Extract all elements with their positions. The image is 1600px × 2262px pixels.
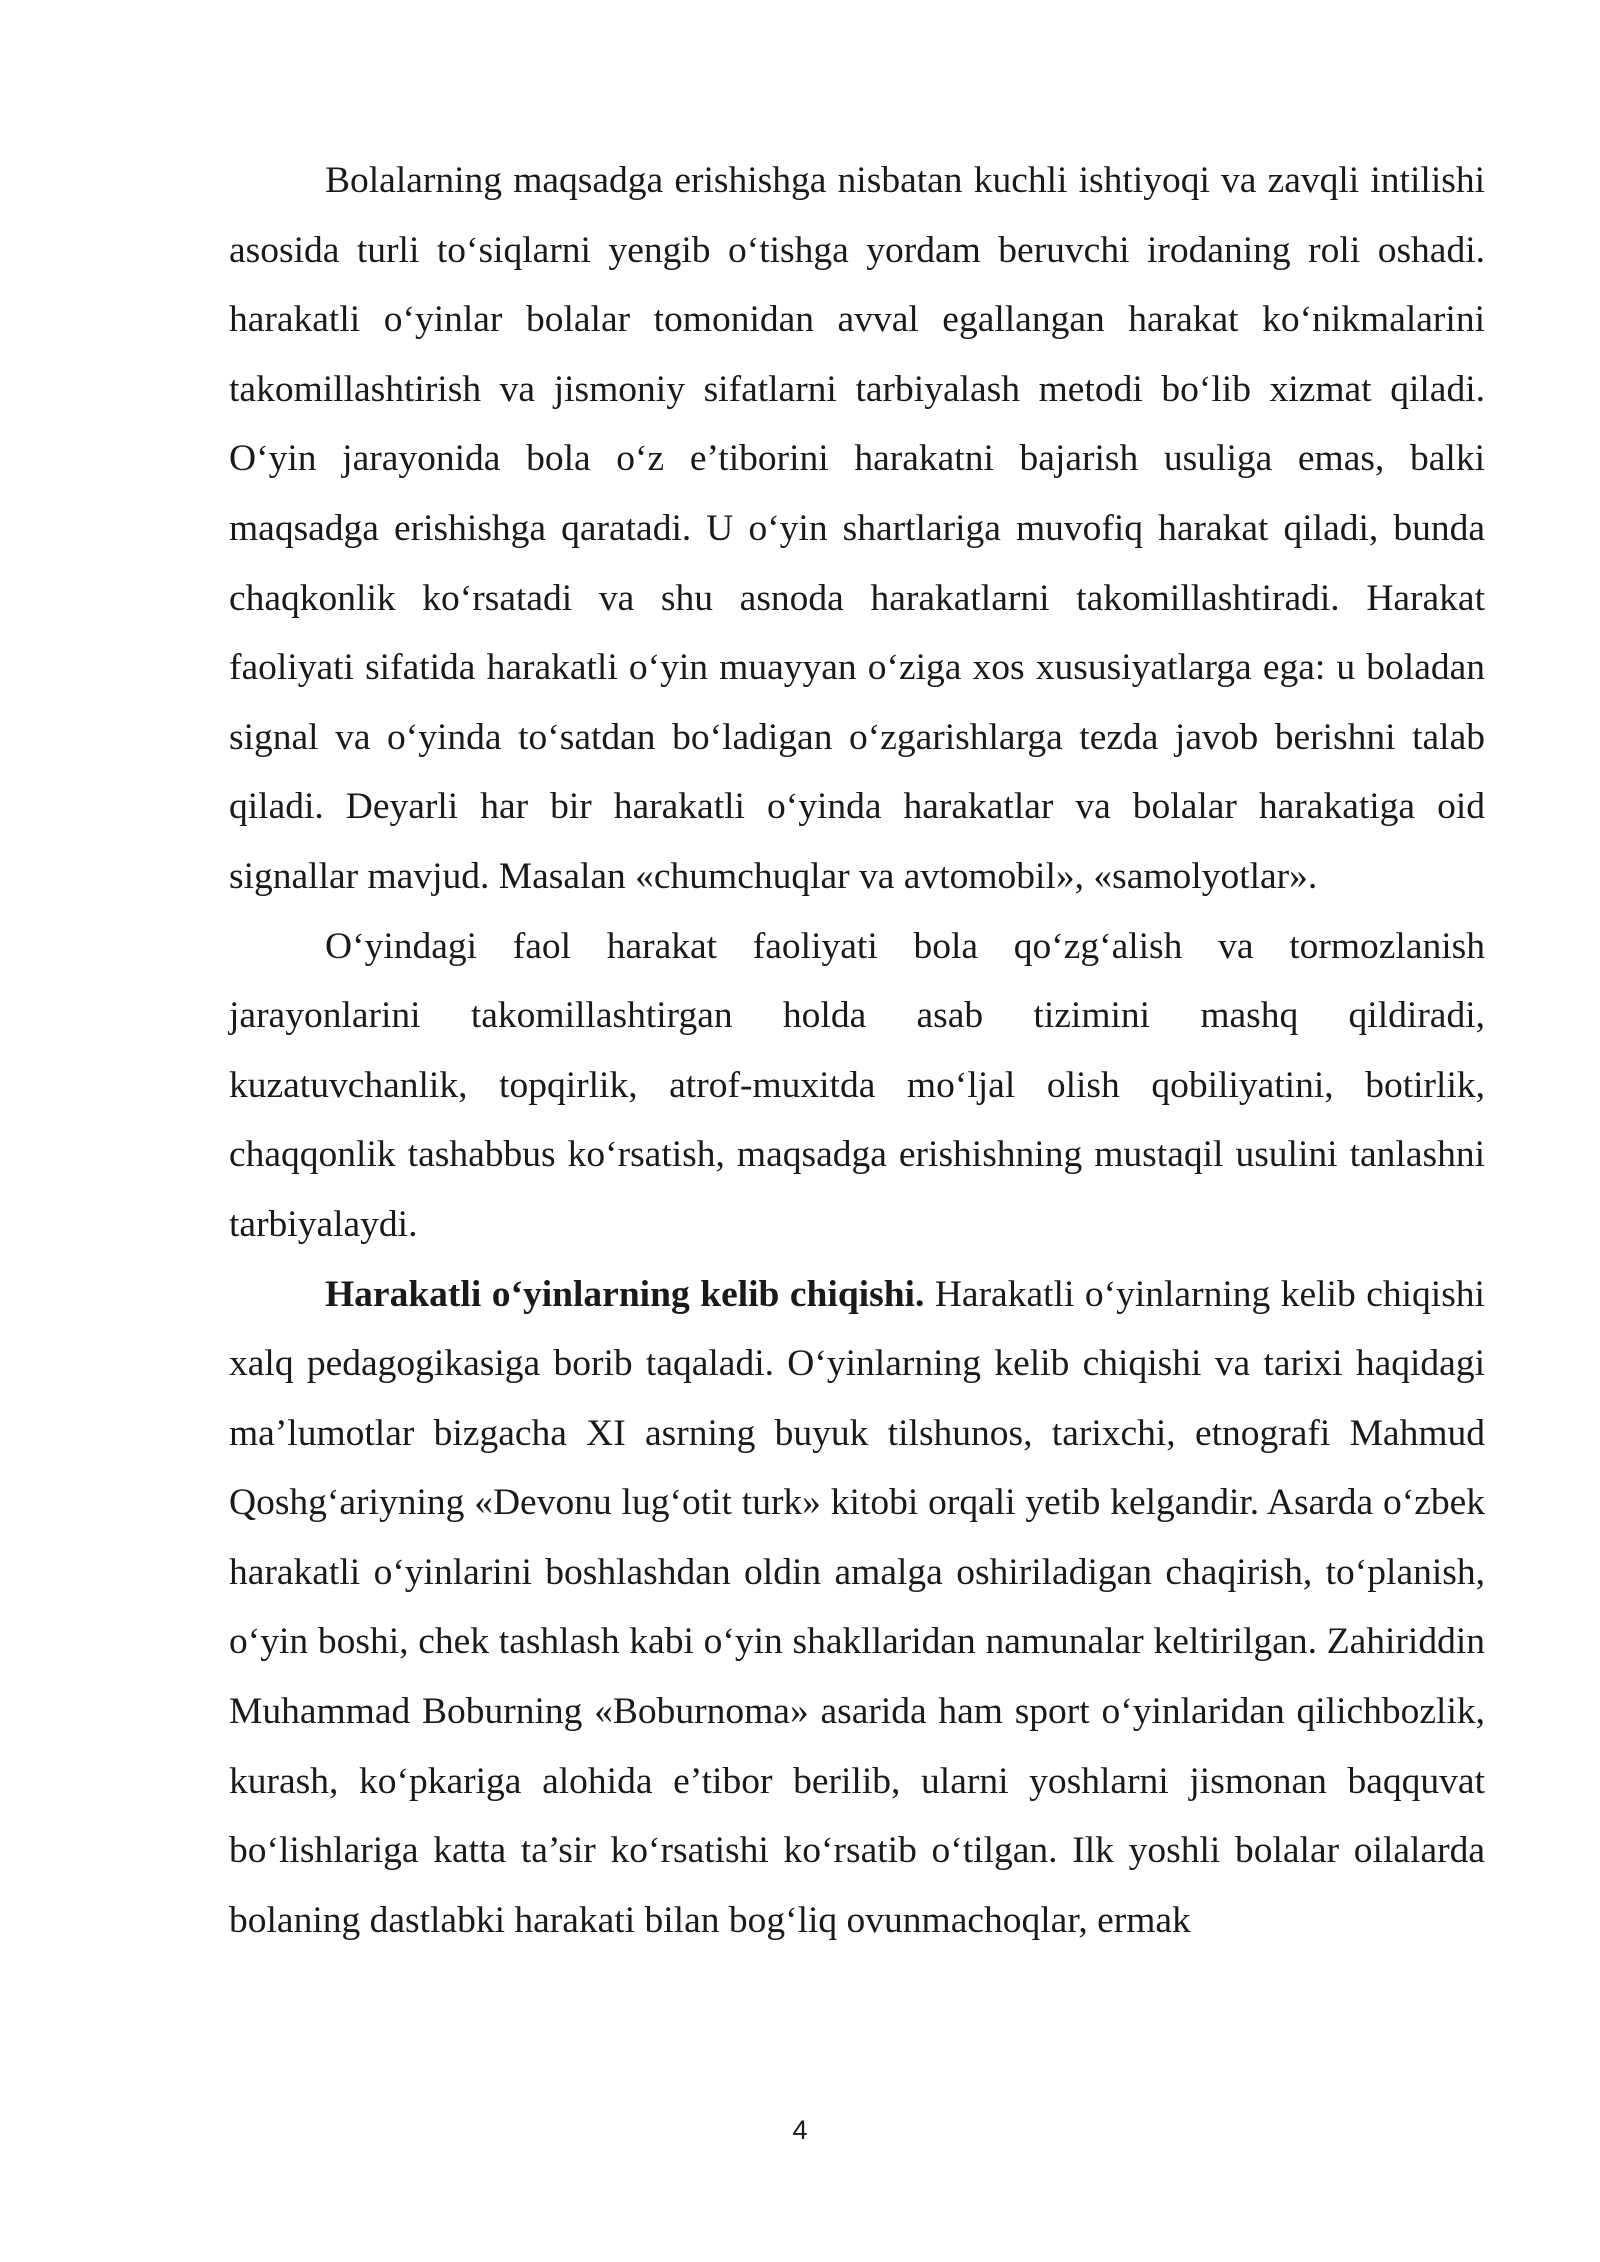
paragraph-text: O‘yindagi faol harakat faoliyati bola qo‘zg‘alish va tormozlanish jarayonlarini takomillashtirgan holda asab tizimini mashq qildiradi, kuzatuvchanlik, topqirlik, atrof-muxitda mo‘ljal olish qobiliyatini, botirlik, chaqqonlik tashabbus ko‘rsatish, maqsadga erishishning mustaqil usulini tanlashni tarbiyalaydi. [229,925,1485,1245]
page-number: 4 [792,2115,808,2145]
paragraph-active-play [229,912,1485,1260]
paragraph-goal-motivation [229,146,1485,912]
paragraph-text: Harakatli o‘yinlarning kelib chiqishi xalq pedagogikasiga borib taqaladi. O‘yinlarning kelib chiqishi va tarixi haqidagi ma’lumotlar bizgacha XI asrning buyuk tilshunos, tarixchi, etnografi Mahmud Qoshg‘ariyning «Devonu lug‘otit turk» kitobi orqali yetib kelgandir. Asarda o‘zbek harakatli o‘yinlarini boshlashdan oldin amalga oshiriladigan chaqirish, to‘planish, o‘yin boshi, chek tashlash kabi o‘yin shakllaridan namunalar keltirilgan. Zahiriddin Muhammad Boburning «Boburnoma» asarida ham sport o‘yinlaridan qilichbozlik, kurash, ko‘pkariga alohida e’tibor berilib, ularni yoshlarni jismonan baqquvat bo‘lishlariga katta ta’sir ko‘rsatishi ko‘rsatib o‘tilgan. Ilk yoshli bolalar oilalarda bolaning dastlabki harakati bilan bog‘liq ovunmachoqlar, ermak [229,1273,1485,1941]
paragraph-text: Bolalarning maqsadga erishishga nisbatan kuchli ishtiyoqi va zavqli intilishi asosida turli to‘siqlarni yengib o‘tishga yordam beruvchi irodaning roli oshadi. harakatli o‘yinlar bolalar tomonidan avval egallangan harakat ko‘nikmalarini takomillashtirish va jismoniy sifatlarni tarbiyalash metodi bo‘lib xizmat qiladi. O‘yin jarayonida bola o‘z e’tiborini harakatni bajarish usuliga emas, balki maqsadga erishishga qaratadi. U o‘yin shartlariga muvofiq harakat qiladi, bunda chaqkonlik ko‘rsatadi va shu asnoda harakatlarni takomillashtiradi. Harakat faoliyati sifatida harakatli o‘yin muayyan o‘ziga xos xususiyatlarga ega: u boladan signal va o‘yinda to‘satdan bo‘ladigan o‘zgarishlarga tezda javob berishni talab qiladi. Deyarli har bir harakatli o‘yinda harakatlar va bolalar harakatiga oid signallar mavjud. Masalan «chumchuqlar va avtomobil», «samolyotlar». [229,160,1485,897]
body-text [229,146,1485,1955]
paragraph-games-origin [229,1260,1485,1956]
paragraph-heading: Harakatli o‘yinlarning kelib chiqishi. [325,1273,925,1315]
